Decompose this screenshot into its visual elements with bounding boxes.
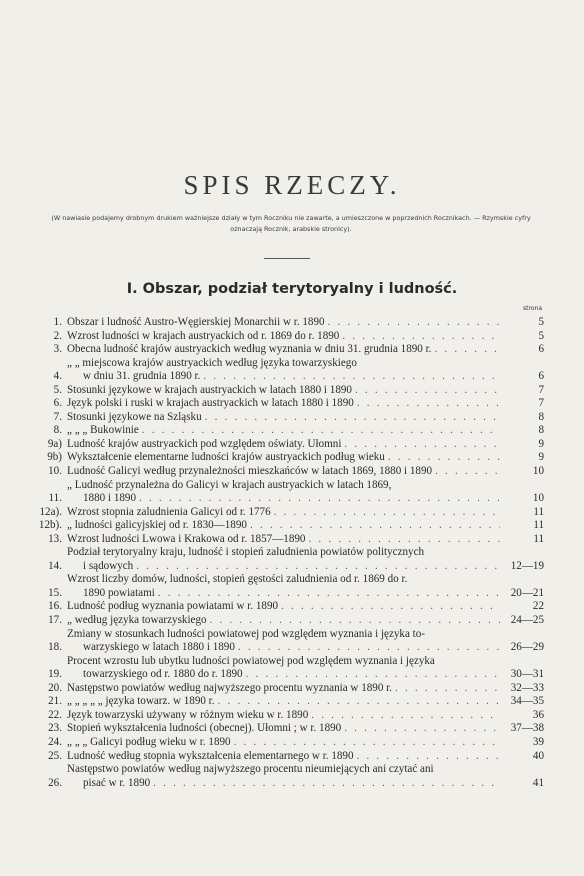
leader-dots xyxy=(341,722,500,736)
toc-entry xyxy=(32,316,544,330)
toc-entry-page: 7 xyxy=(538,397,544,410)
toc-entry-page: 11 xyxy=(533,532,544,545)
toc-entry-text: Ludność podług wyznania powiatami w r. 1890 xyxy=(67,600,279,613)
toc-entry-number: 10. xyxy=(48,465,62,478)
toc-entry-page: 37—38 xyxy=(510,722,544,735)
toc-entry-number: 13. xyxy=(48,532,62,545)
toc-entry-body xyxy=(67,451,544,465)
toc-entry-body xyxy=(67,533,544,547)
leader-dots xyxy=(392,682,500,696)
toc-entry-text: Wzrost ludności w krajach austryackich od r. 1869 do r. 1890 xyxy=(67,329,340,342)
toc-entry-body xyxy=(67,343,544,357)
toc-entry-number: 4. xyxy=(53,370,62,383)
toc-entry xyxy=(32,451,544,465)
toc-entry-number: 18. xyxy=(48,641,62,654)
toc-entry-number: 22. xyxy=(48,708,62,721)
leader-dots xyxy=(354,397,500,411)
leader-dots xyxy=(325,316,500,330)
toc-entry-text: Stosunki językowe na Szląsku xyxy=(67,410,202,423)
leader-dots xyxy=(352,384,500,398)
toc-entry xyxy=(32,763,544,790)
toc-entry xyxy=(32,384,544,398)
table-of-contents xyxy=(32,316,544,790)
toc-entry xyxy=(32,736,544,750)
toc-entry-page: 41 xyxy=(532,776,544,789)
editorial-note: (W nawiasie podajemy drobnym drukiem ważniejsze działy w tym Roczniku nie zawarte, a umieszczone w poprzednich Rocznikach. — Rzymskie cyfry oznaczają Rocznik, arabskie stronicy). xyxy=(51,214,531,233)
toc-entry-page: 9 xyxy=(538,437,544,450)
leader-dots xyxy=(278,600,500,614)
toc-entry xyxy=(32,519,544,533)
toc-entry-number: 25. xyxy=(48,749,62,762)
divider xyxy=(264,258,310,259)
toc-entry-number: 12a). xyxy=(39,505,62,518)
toc-entry-body xyxy=(67,424,544,438)
toc-entry-body xyxy=(67,384,544,398)
toc-entry xyxy=(32,438,544,452)
toc-entry-body xyxy=(67,682,544,696)
toc-entry-body xyxy=(67,736,544,750)
toc-entry-body xyxy=(67,614,544,628)
toc-entry-page: 20—21 xyxy=(510,586,544,599)
toc-entry xyxy=(32,573,544,600)
toc-entry-body xyxy=(67,411,544,425)
toc-entry-number: 26. xyxy=(48,776,62,789)
toc-entry-text: 1890 powiatami xyxy=(83,586,155,599)
leader-dots xyxy=(431,343,500,357)
toc-entry-body xyxy=(67,573,544,600)
toc-entry-text: towarzyskiego od r. 1880 do r. 1890 xyxy=(83,668,243,681)
toc-entry-page: 11 xyxy=(533,519,544,532)
toc-entry-body xyxy=(67,506,544,520)
toc-entry-body xyxy=(67,465,544,479)
toc-entry xyxy=(32,655,544,682)
toc-entry-body xyxy=(67,479,544,506)
toc-entry xyxy=(32,479,544,506)
leader-dots xyxy=(247,519,500,533)
toc-entry-text: „ według języka towarzyskiego xyxy=(67,614,207,627)
toc-entry-text: „ „ „ „ „ języka towarz. w 1890 r. xyxy=(67,695,215,708)
toc-entry xyxy=(32,357,544,384)
leader-dots xyxy=(215,695,500,709)
leader-dots xyxy=(385,451,500,465)
toc-entry-page: 39 xyxy=(532,735,544,748)
toc-entry-page: 12—19 xyxy=(510,559,544,572)
page-title: SPIS RZECZY. xyxy=(183,170,401,200)
leader-dots xyxy=(235,641,500,655)
toc-entry-text: Ludność Galicyi według przynależności mieszkańców w latach 1869, 1880 i 1890 xyxy=(67,465,433,478)
toc-entry-text: Zmiany w stosunkach ludności powiatowej pod względem wyznania i języka to- xyxy=(67,627,425,640)
toc-entry-page: 24—25 xyxy=(510,614,544,627)
toc-entry-number: 5. xyxy=(53,383,62,396)
toc-entry xyxy=(32,546,544,573)
toc-entry-text: „ ludności galicyjskiej od r. 1830—1890 xyxy=(67,519,247,532)
toc-entry-text: Stosunki językowe w krajach austryackich w latach 1880 i 1890 xyxy=(67,383,352,396)
page-column-label: strona xyxy=(523,305,542,312)
toc-entry-page: 6 xyxy=(538,370,544,383)
toc-entry-body xyxy=(67,438,544,452)
toc-entry-text: „ „ „ Bukowinie xyxy=(67,424,139,437)
toc-entry-body xyxy=(67,519,544,533)
toc-entry xyxy=(32,424,544,438)
toc-entry-number: 17. xyxy=(48,614,62,627)
toc-entry-number: 21. xyxy=(48,695,62,708)
toc-entry-body xyxy=(67,397,544,411)
toc-entry-text: Język polski i ruski w krajach austryackich w latach 1880 i 1890 xyxy=(67,397,354,410)
leader-dots xyxy=(136,492,500,506)
toc-entry-number: 24. xyxy=(48,735,62,748)
toc-entry-text: „ Ludność przynależna do Galicyi w krajach austryackich w latach 1869, xyxy=(67,478,392,491)
toc-entry-text: 1880 i 1890 xyxy=(83,492,137,505)
leader-dots xyxy=(354,750,500,764)
toc-entry-page: 22 xyxy=(532,600,544,613)
toc-entry-page: 5 xyxy=(538,316,544,328)
toc-entry-text: Ludność krajów austryackich pod względem oświaty. Ułomni xyxy=(67,437,342,450)
section-title: I. Obszar, podział terytoryalny i ludność. xyxy=(126,281,458,297)
toc-entry-number: 1. xyxy=(53,316,62,328)
toc-entry-text: „ „ „ Galicyi podług wieku w r. 1890 xyxy=(67,735,231,748)
toc-entry-body xyxy=(67,357,544,384)
toc-entry xyxy=(32,614,544,628)
toc-entry-page: 30—31 xyxy=(510,668,544,681)
toc-entry-number: 2. xyxy=(53,329,62,342)
toc-entry-number: 7. xyxy=(53,410,62,423)
toc-entry xyxy=(32,343,544,357)
toc-entry xyxy=(32,682,544,696)
toc-entry xyxy=(32,628,544,655)
toc-entry-text: Obszar i ludność Austro-Węgierskiej Monarchii w r. 1890 xyxy=(67,316,325,328)
toc-entry-page: 40 xyxy=(532,749,544,762)
toc-entry-page: 7 xyxy=(538,383,544,396)
leader-dots xyxy=(133,560,500,574)
toc-entry-text: i sądowych xyxy=(83,559,134,572)
toc-entry-number: 12b). xyxy=(38,519,62,532)
toc-entry-text: Podział terytoryalny kraju, ludność i stopień zaludnienia powiatów politycznych xyxy=(67,546,425,559)
leader-dots xyxy=(231,736,500,750)
toc-entry-body xyxy=(67,546,544,573)
toc-entry-number: 8. xyxy=(53,424,62,437)
toc-entry-page: 8 xyxy=(538,410,544,423)
toc-entry-number: 14. xyxy=(48,559,62,572)
leader-dots xyxy=(308,709,500,723)
toc-entry-number: 9a) xyxy=(47,437,62,450)
toc-entry-body xyxy=(67,330,544,344)
toc-entry-text: Następstwo powiatów według najwyższego procentu nieumiejących ani czytać ani xyxy=(67,763,434,776)
toc-entry-page: 10 xyxy=(532,465,544,478)
toc-entry-page: 10 xyxy=(532,492,544,505)
toc-entry-text: Język towarzyski używany w różnym wieku w r. 1890 xyxy=(67,708,309,721)
toc-entry xyxy=(32,330,544,344)
toc-entry-page: 36 xyxy=(532,708,544,721)
leader-dots xyxy=(207,614,500,628)
toc-entry-body xyxy=(67,316,544,330)
toc-entry-body xyxy=(67,628,544,655)
toc-entry xyxy=(32,411,544,425)
toc-entry-text: warzyskiego w latach 1880 i 1890 xyxy=(83,641,235,654)
toc-entry-number: 23. xyxy=(48,722,62,735)
toc-entry-page: 6 xyxy=(538,343,544,356)
toc-entry xyxy=(32,506,544,520)
leader-dots xyxy=(200,370,500,384)
toc-entry-text: Wykształcenie elementarne ludności krajów austryackich podług wieku xyxy=(67,451,385,464)
toc-entry xyxy=(32,722,544,736)
toc-entry-number: 9b) xyxy=(47,451,62,464)
toc-entry-body xyxy=(67,722,544,736)
leader-dots xyxy=(341,438,500,452)
toc-entry-text: pisać w r. 1890 xyxy=(83,776,151,789)
leader-dots xyxy=(339,330,500,344)
leader-dots xyxy=(432,465,500,479)
leader-dots xyxy=(202,411,500,425)
toc-entry-body xyxy=(67,695,544,709)
toc-entry-page: 11 xyxy=(533,505,544,518)
leader-dots xyxy=(305,533,500,547)
toc-entry-number: 6. xyxy=(53,397,62,410)
toc-entry-page: 8 xyxy=(538,424,544,437)
toc-entry xyxy=(32,695,544,709)
toc-entry-page: 26—29 xyxy=(510,641,544,654)
toc-entry-text: „ „ miejscowa krajów austryackich według języka towarzyskiego xyxy=(67,356,357,369)
toc-entry xyxy=(32,465,544,479)
toc-entry-number: 20. xyxy=(48,681,62,694)
toc-entry-text: Następstwo powiatów według najwyższego procentu wyznania w 1890 r. xyxy=(67,681,393,694)
toc-entry-body xyxy=(67,750,544,764)
toc-entry-number: 11. xyxy=(48,492,62,505)
toc-entry-text: Wzrost stopnia zaludnienia Galicyi od r. 1776 xyxy=(67,505,271,518)
toc-entry-page: 32—33 xyxy=(510,681,544,694)
toc-entry-text: Obecna ludność krajów austryackich według wyznania w dniu 31. grudnia 1890 r. xyxy=(67,343,432,356)
toc-entry-text: Procent wzrostu lub ubytku ludności powiatowej pod względem wyznania i języka xyxy=(67,654,435,667)
leader-dots xyxy=(150,777,500,791)
toc-entry xyxy=(32,533,544,547)
toc-entry-text: Stopień wykształcenia ludności (obecnej). Ułomni ; w r. 1890 xyxy=(67,722,342,735)
toc-entry-page: 34—35 xyxy=(510,695,544,708)
toc-entry-number: 3. xyxy=(53,343,62,356)
toc-entry-page: 5 xyxy=(538,329,544,342)
toc-entry-body xyxy=(67,600,544,614)
toc-entry-text: Ludność według stopnia wykształcenia elementarnego w r. 1890 xyxy=(67,749,354,762)
leader-dots xyxy=(243,668,500,682)
toc-entry-text: Wzrost liczby domów, ludności, stopień gęstości zaludnienia od r. 1869 do r. xyxy=(67,573,408,586)
leader-dots xyxy=(139,424,500,438)
toc-entry-text: w dniu 31. grudnia 1890 r. xyxy=(83,370,201,383)
toc-entry xyxy=(32,709,544,723)
toc-entry-number: 15. xyxy=(48,586,62,599)
toc-entry-page: 9 xyxy=(538,451,544,464)
toc-entry-body xyxy=(67,709,544,723)
toc-entry xyxy=(32,750,544,764)
toc-entry-body xyxy=(67,655,544,682)
toc-entry-text: Wzrost ludności Lwowa i Krakowa od r. 1857—1890 xyxy=(67,532,306,545)
toc-entry-number: 19. xyxy=(48,668,62,681)
leader-dots xyxy=(271,506,500,520)
leader-dots xyxy=(155,587,500,601)
toc-entry-number: 16. xyxy=(48,600,62,613)
toc-entry-body xyxy=(67,763,544,790)
toc-entry xyxy=(32,397,544,411)
toc-entry xyxy=(32,600,544,614)
